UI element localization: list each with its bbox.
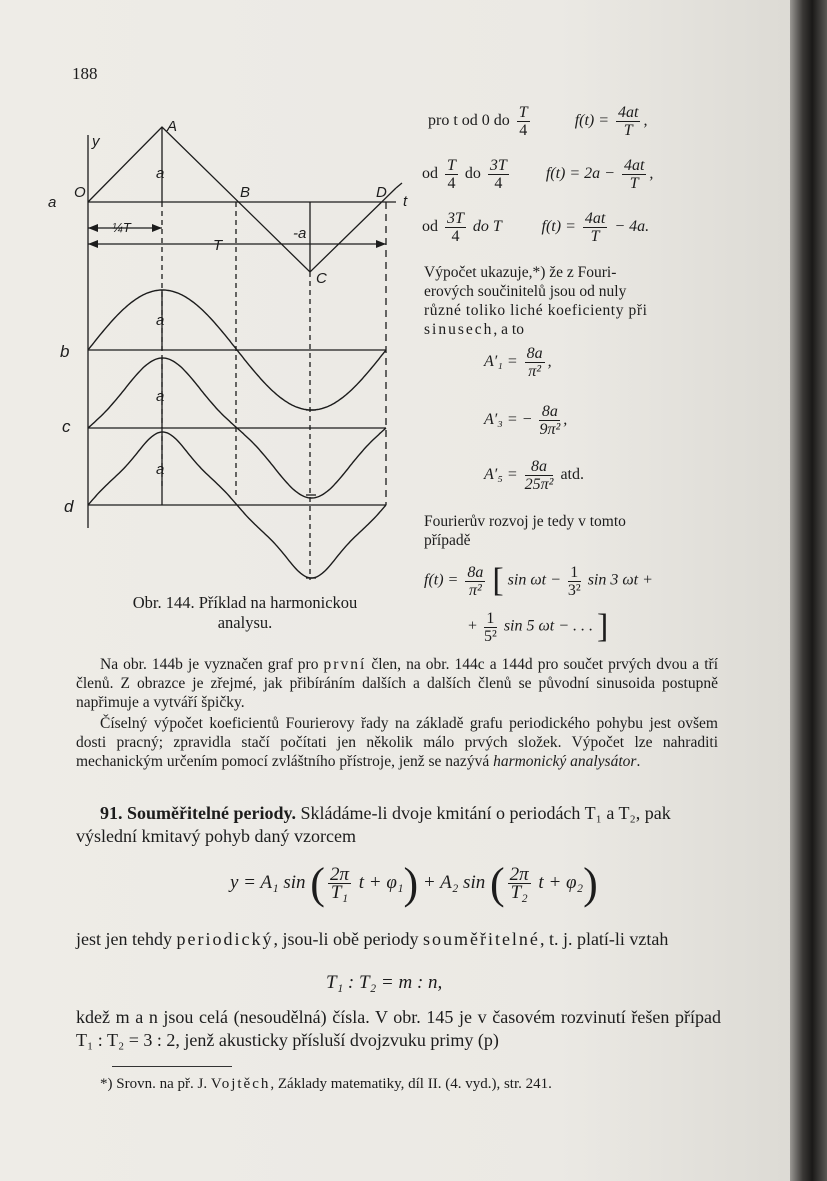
label-t: t <box>403 193 408 210</box>
label-A: A <box>167 118 178 135</box>
fourier-series-line-2: + $\frac{1}{\text{5²}}$ sin 5 ωt − . . . ] <box>468 608 609 645</box>
paragraph-figure-145: kdež m a n jsou celá (nesoudělná) čísla. V obr. 145 je v časovém rozvinutí řešen případ T₁ : T₂ = 3 : 2, jenž akusticky přísluší dvojzvuku primy (p) <box>76 1007 721 1050</box>
coefficient-A5: A′₅ = $\frac{8a}{\text{25π²}}$ atd. <box>484 458 584 493</box>
coefficient-A1: A′₁ = $\frac{8a}{\text{π²}}$ , <box>484 345 552 380</box>
section-91-intro: 91. Souměřitelné periody. Skládáme-li dvoje kmitání o periodách T₁ a T₂, pak výslední kmitavý pohyb daný vzorcem <box>76 803 671 846</box>
label-minus-a: -a <box>293 225 307 242</box>
label-B: B <box>240 184 251 201</box>
label-b: b <box>60 342 70 361</box>
periodicity-condition-text: jest jen tehdy periodický, jsou-li obě periody souměřitelné, t. j. platí-li vztah <box>76 929 669 949</box>
paragraph-harmonic-analyser: Číselný výpočet koeficientů Fourierovy řady na základě grafu periodického pohybu jest ovšem dosti pracný; zpravidla stačí počítati jen několik málo prvých složek. Výpočet lze nahraditi mechanickým určením pomocí zvláštního přístroje, jenž se nazývá harmonický analysátor. <box>76 715 718 770</box>
fourier-series-line-1: f(t) = $\frac{8a}{\text{π²}}$ [ sin ωt − $\frac{1}{\text{3²}}$ sin 3 ωt + <box>424 562 653 599</box>
label-quarter-T: ¼T <box>112 220 131 235</box>
period-ratio-relation: T₁ : T₂ = m : n, <box>326 972 443 993</box>
equation-3: od $\frac{3T}{4}$ do T f(t) = $\frac{4at}{T}$ − 4a. <box>422 210 650 245</box>
composite-oscillation-formula: y = A₁ sin ( $\frac{2\pi}{\text{T₁}}$ t + φ₁) + A₂ sin ( $\frac{2\pi}{\text{T₂}}$ t + φ₂) <box>230 859 598 908</box>
figure-144 <box>40 110 420 600</box>
label-a-top: a <box>156 165 165 182</box>
label-C: C <box>316 270 327 287</box>
book-gutter <box>790 0 827 1181</box>
paragraph-graph-description: Na obr. 144b je vyznačen graf pro první člen, na obr. 144c a 144d pro součet prvých dvou a tří členů. Z obrazce je zřejmé, jak přibíráním dalších a dalších členů se původní sinusoida postupně napřimuje a vytváří špičky. <box>76 656 718 711</box>
section-heading: 91. Souměřitelné periody. <box>100 803 296 823</box>
label-c: c <box>62 417 71 436</box>
label-O: O <box>74 184 86 201</box>
label-a-d: a <box>156 461 165 478</box>
label-a-c: a <box>156 388 165 405</box>
paragraph-fourier-coefficients: Výpočet ukazuje,*) že z Fouri- erových součinitelů jsou od nuly různé toliko liché koeficienty při sinusech, a to <box>424 264 648 338</box>
paragraph-fourier-series-intro: Fourierův rozvoj je tedy v tomto případě <box>424 513 626 549</box>
label-y: y <box>92 133 100 150</box>
coefficient-A3: A′₃ = − $\frac{8a}{\text{9π²}}$ , <box>484 403 568 438</box>
label-a-left: a <box>48 194 57 211</box>
label-d: d <box>64 497 74 516</box>
figure-caption: Obr. 144. Příklad na harmonickou analysu. <box>132 593 358 632</box>
label-a-b: a <box>156 312 165 329</box>
footnote: *) Srovn. na př. J. Vojtěch, Základy matematiky, díl II. (4. vyd.), str. 241. <box>100 1076 552 1092</box>
footnote-rule <box>112 1066 232 1067</box>
equation-2: od $\frac{T}{4}$ do $\frac{3T}{4}$ f(t) = 2a − $\frac{4at}{T}$ , <box>422 157 654 192</box>
page-number: 188 <box>72 64 98 83</box>
label-T: T <box>213 237 223 254</box>
label-D: D <box>376 184 387 201</box>
equation-1: pro t od 0 do $\frac{T}{4}$ f(t) = $\frac{4at}{T}$ , <box>428 104 648 139</box>
